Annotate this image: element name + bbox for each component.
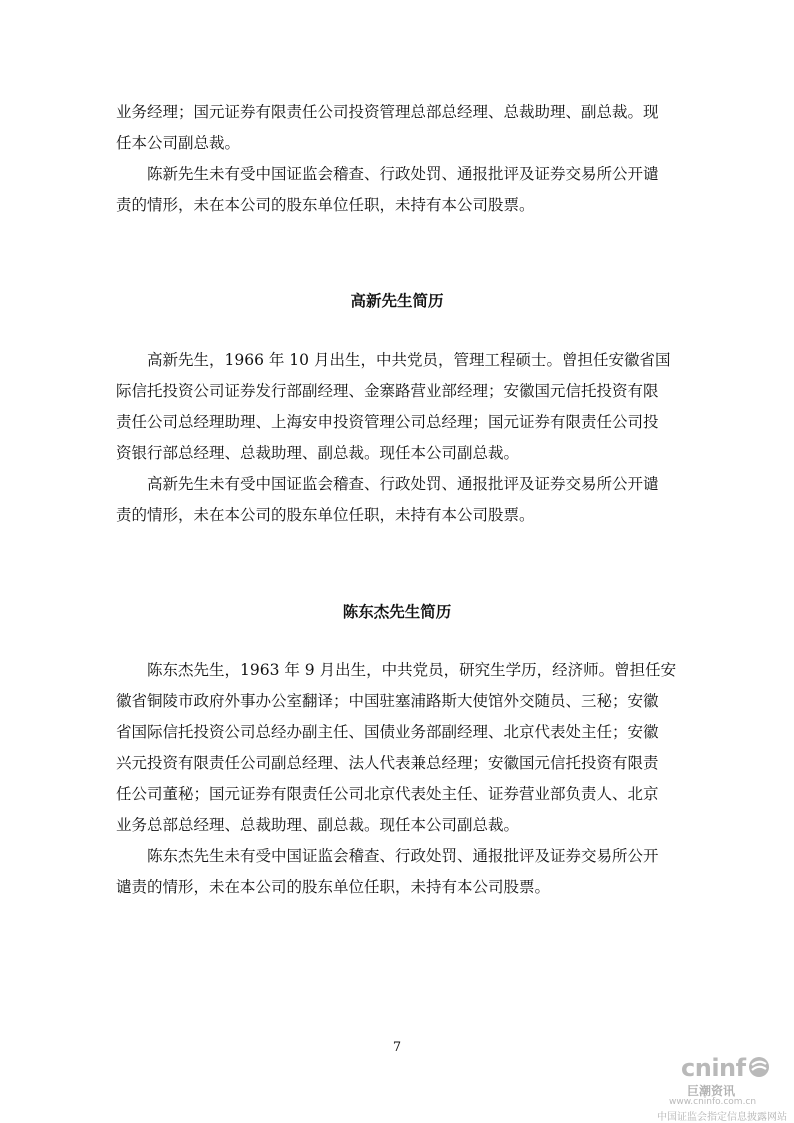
text-line: 业务总部总经理、总裁助理、副总裁。现任本公司副总裁。 — [116, 816, 520, 834]
text-line: 任本公司副总裁。 — [116, 134, 241, 152]
page-number: 7 — [392, 1040, 402, 1055]
logo-url: www.cninfo.com.cn — [669, 1097, 757, 1107]
prev-bio-paragraph — [116, 97, 678, 159]
chen-dongjie-bio-paragraph — [116, 655, 678, 841]
text-line: 任公司董秘；国元证券有限责任公司北京代表处主任、证券营业部负责人、北京 — [116, 785, 659, 803]
logo-chinese-name: 巨潮资讯 — [687, 1084, 736, 1098]
text-line: 责任公司总经理助理、上海安申投资管理公司总经理；国元证券有限责任公司投 — [116, 413, 659, 431]
text-line: 省国际信托投资公司总经办副主任、国债业务部副经理、北京代表处主任；安徽 — [116, 723, 659, 741]
text-line: 陈东杰先生未有受中国证监会稽查、行政处罚、通报批评及证券交易所公开 — [147, 847, 659, 865]
chen-dongjie-statement-paragraph — [116, 841, 678, 903]
text-line: 高新先生，1966 年 10 月出生，中共党员，管理工程硕士。曾担任安徽省国 — [147, 351, 671, 369]
text-line: 兴元投资有限责任公司副总经理、法人代表兼总经理；安徽国元信托投资有限责 — [116, 754, 659, 772]
text-line: 徽省铜陵市政府外事办公室翻译；中国驻塞浦路斯大使馆外交随员、三秘；安徽 — [116, 692, 659, 710]
text-line: 责的情形，未在本公司的股东单位任职，未持有本公司股票。 — [116, 196, 535, 214]
text-line: 陈新先生未有受中国证监会稽查、行政处罚、通报批评及证券交易所公开谴 — [147, 165, 659, 183]
logo-wordmark: cninf — [681, 1054, 746, 1082]
prev-statement-paragraph — [116, 159, 678, 221]
text-line: 谴责的情形，未在本公司的股东单位任职，未持有本公司股票。 — [116, 878, 551, 896]
text-line: 陈东杰先生，1963 年 9 月出生，中共党员，研究生学历，经济师。曾担任安 — [147, 661, 677, 679]
text-line: 业务经理；国元证券有限责任公司投资管理总部总经理、总裁助理、副总裁。现 — [116, 103, 659, 121]
logo-site-description: 中国证监会指定信息披露网站 — [657, 1112, 787, 1123]
cninfo-watermark-logo — [655, 1050, 794, 1123]
text-line: 际信托投资公司证券发行部副经理、金寨路营业部经理；安徽国元信托投资有限 — [116, 382, 659, 400]
gao-xin-bio-paragraph — [116, 345, 678, 469]
section-heading-gao-xin: 高新先生简历 — [350, 292, 444, 310]
text-line: 资银行部总经理、总裁助理、副总裁。现任本公司副总裁。 — [116, 444, 520, 462]
swirl-logo-icon — [748, 1056, 770, 1078]
gao-xin-statement-paragraph — [116, 469, 678, 531]
section-heading-chen-dongjie: 陈东杰先生简历 — [342, 603, 452, 621]
text-line: 高新先生未有受中国证监会稽查、行政处罚、通报批评及证券交易所公开谴 — [147, 475, 659, 493]
text-line: 责的情形，未在本公司的股东单位任职，未持有本公司股票。 — [116, 506, 535, 524]
